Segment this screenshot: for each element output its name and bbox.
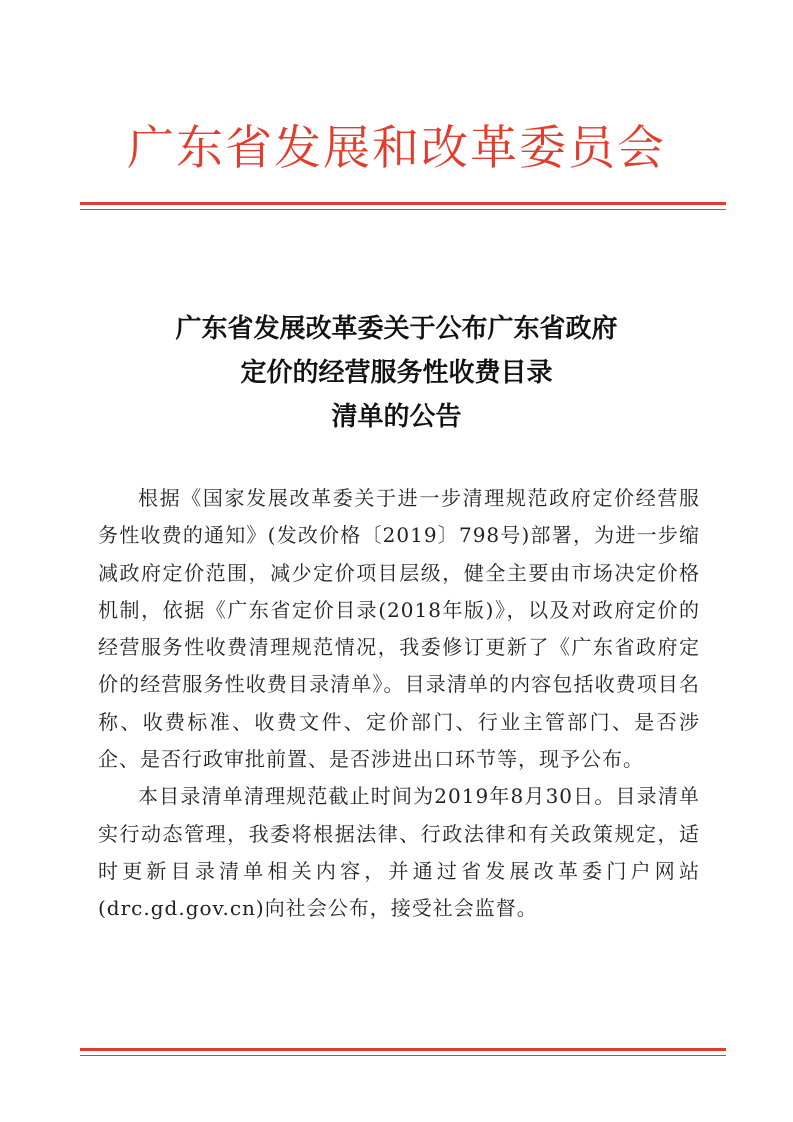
announcement-title <box>0 307 793 439</box>
title-line-1: 广东省发展改革委关于公布广东省政府 <box>175 314 618 344</box>
body-paragraph-2: 本目录清单清理规范截止时间为2019年8月30日。目录清单实行动态管理，我委将根据法律、行政法律和有关政策规定，适时更新目录清单相关内容，并通过省发展改革委门户网站(drc.gd.gov.cn)向社会公布，接受社会监督。 <box>98 784 700 921</box>
header-divider-thin <box>80 209 726 210</box>
letterhead-org-name: 广东省发展和改革委员会 <box>127 121 666 176</box>
footer-divider-thin <box>80 1055 726 1056</box>
title-line-2: 定价的经营服务性收费目录 <box>240 358 553 388</box>
announcement-body <box>98 480 700 928</box>
footer-divider-thick <box>80 1048 726 1051</box>
body-paragraph-1: 根据《国家发展改革委关于进一步清理规范政府定价经营服务性收费的通知》(发改价格〔2019〕798号)部署，为进一步缩减政府定价范围，减少定价项目层级，健全主要由市场决定价格机制，依据《广东省定价目录(2018年版)》，以及对政府定价的经营服务性收费清理规范情况，我委修订更新了《广东省政府定价的经营服务性收费目录清单》。目录清单的内容包括收费项目名称、收费标准、收费文件、定价部门、行业主管部门、是否涉企、是否行政审批前置、是否涉进出口环节等，现予公布。 <box>98 486 700 772</box>
title-line-3: 清单的公告 <box>331 402 462 432</box>
header-divider-thick <box>80 202 726 205</box>
